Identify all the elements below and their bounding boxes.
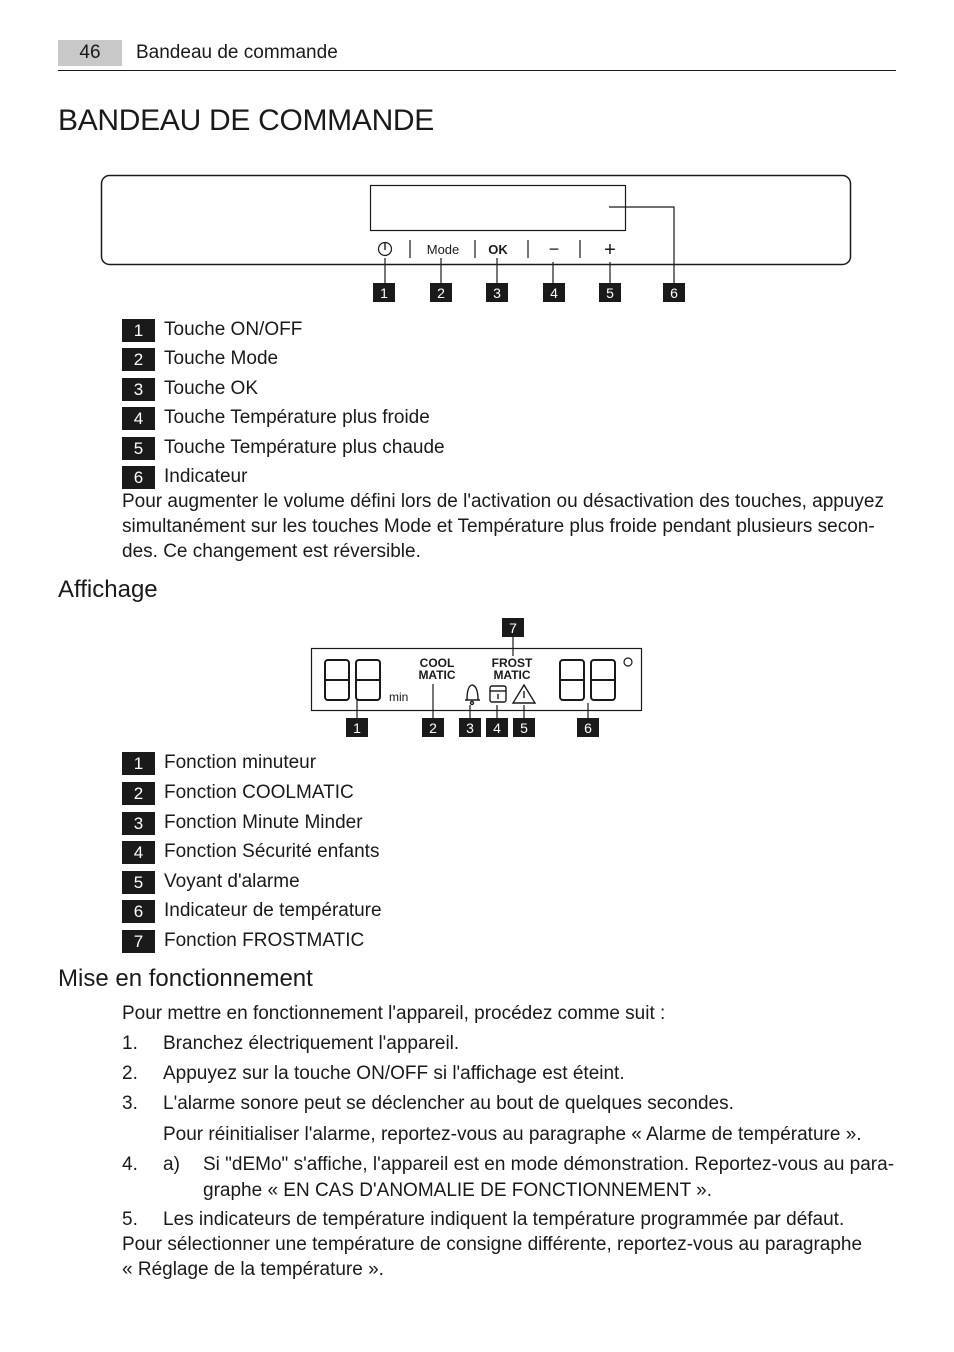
- legend-label: Touche ON/OFF: [164, 319, 303, 340]
- ok-button[interactable]: OK: [488, 242, 508, 257]
- svg-text:6: 6: [670, 285, 678, 301]
- section-heading-display: Affichage: [58, 576, 158, 603]
- legend-label: Voyant d'alarme: [164, 871, 300, 892]
- legend-number: 2: [122, 782, 155, 805]
- frostmatic-label: MATIC: [493, 668, 531, 682]
- step-text: L'alarme sonore peut se déclencher au bout de quelques secondes.: [163, 1093, 734, 1114]
- legend-item: [122, 781, 354, 805]
- callout-badge: [486, 283, 508, 302]
- callout-badge: [422, 718, 444, 737]
- legend-item: [122, 347, 278, 371]
- svg-text:5: 5: [606, 285, 614, 301]
- coolmatic-label: MATIC: [418, 668, 456, 682]
- legend-label: Fonction FROSTMATIC: [164, 930, 365, 951]
- operation-outro: Pour sélectionner une température de consigne différente, reportez-vous au paragraphe: [122, 1234, 863, 1255]
- running-header: Bandeau de commande: [136, 42, 338, 63]
- legend-number: 1: [122, 319, 155, 342]
- legend-label: Touche OK: [164, 378, 258, 399]
- svg-text:4: 4: [493, 720, 501, 736]
- child-lock-icon: [490, 686, 506, 702]
- legend-number: 7: [122, 930, 155, 953]
- coolmatic-label: COOL: [419, 656, 455, 670]
- svg-text:4: 4: [550, 285, 558, 301]
- step-number: 4.: [122, 1154, 138, 1175]
- panel-display-window: [371, 186, 626, 231]
- page-title: BANDEAU DE COMMANDE: [58, 104, 435, 137]
- legend-label: Fonction Minute Minder: [164, 812, 363, 833]
- callout-badge: [513, 718, 535, 737]
- alarm-warning-icon: [513, 685, 535, 703]
- step-text: Si "dEMo" s'affiche, l'appareil est en mode démonstration. Reportez-vous au para-: [203, 1154, 895, 1175]
- callout-badge: [663, 283, 685, 302]
- svg-text:5: 5: [520, 720, 528, 736]
- step-number: 2.: [122, 1063, 138, 1084]
- indicator-leader-line: [609, 207, 674, 283]
- callout-badge: [577, 718, 599, 737]
- legend-number: 1: [122, 752, 155, 775]
- callout-badge: [346, 718, 368, 737]
- legend-number: 5: [122, 437, 155, 460]
- svg-text:1: 1: [353, 720, 361, 736]
- step-subtext: Pour réinitialiser l'alarme, reportez-vous au paragraphe « Alarme de température ».: [163, 1124, 862, 1145]
- step-letter: a): [163, 1154, 180, 1175]
- step-text: Branchez électriquement l'appareil.: [163, 1033, 460, 1054]
- control-panel-frame: [102, 176, 851, 265]
- legend-label: Fonction Sécurité enfants: [164, 841, 380, 862]
- step-text: Appuyez sur la touche ON/OFF si l'affichage est éteint.: [163, 1063, 625, 1084]
- legend-label: Touche Température plus chaude: [164, 437, 445, 458]
- legend-item: [122, 318, 302, 342]
- legend-item: [122, 899, 382, 923]
- legend-label: Touche Mode: [164, 348, 279, 369]
- legend-number: 6: [122, 900, 155, 923]
- callout-badge: [599, 283, 621, 302]
- legend-item: [122, 929, 364, 953]
- timer-digits: [325, 660, 380, 700]
- legend-label: Fonction minuteur: [164, 752, 317, 773]
- step-text: graphe « EN CAS D'ANOMALIE DE FONCTIONNEMENT ».: [203, 1180, 713, 1201]
- on-off-button[interactable]: [379, 243, 392, 256]
- bell-icon: [465, 685, 480, 705]
- operation-outro: « Réglage de la température ».: [122, 1259, 384, 1280]
- legend-label: Indicateur: [164, 466, 248, 487]
- operation-intro: Pour mettre en fonctionnement l'appareil, procédez comme suit :: [122, 1003, 666, 1024]
- callout-badge: [373, 283, 395, 302]
- degree-icon: [624, 658, 632, 666]
- section-heading-operation: Mise en fonctionnement: [58, 965, 313, 992]
- legend-number: 6: [122, 466, 155, 489]
- legend-item: [122, 377, 258, 401]
- minus-button[interactable]: −: [548, 239, 560, 259]
- legend-number: 4: [122, 407, 155, 430]
- svg-text:2: 2: [429, 720, 437, 736]
- minutes-unit: min: [389, 690, 409, 704]
- legend-item: [122, 811, 363, 835]
- legend-item: [122, 406, 430, 430]
- legend-item: [122, 840, 379, 864]
- plus-button[interactable]: +: [604, 239, 616, 261]
- step-number: 3.: [122, 1093, 138, 1114]
- volume-note: [122, 489, 894, 564]
- mode-button[interactable]: Mode: [426, 242, 460, 257]
- page-number: 46: [58, 40, 122, 66]
- callout-badge: [430, 283, 452, 302]
- svg-text:3: 3: [466, 720, 474, 736]
- legend-label: Touche Température plus froide: [164, 407, 430, 428]
- legend-item: [122, 751, 316, 775]
- legend-label: Indicateur de température: [164, 900, 382, 921]
- legend-number: 2: [122, 348, 155, 371]
- callout-badge: [543, 283, 565, 302]
- svg-text:3: 3: [493, 285, 501, 301]
- temperature-digits: [560, 660, 615, 700]
- legend-item: [122, 436, 445, 460]
- note-line: Pour augmenter le volume défini lors de l'activation ou désactivation des touches, appuyez: [122, 491, 884, 512]
- svg-text:6: 6: [584, 720, 592, 736]
- svg-text:7: 7: [509, 620, 517, 636]
- note-line: simultanément sur les touches Mode et Température plus froide pendant plusieurs secon-: [122, 516, 875, 537]
- frostmatic-label: FROST: [491, 656, 533, 670]
- legend-number: 3: [122, 378, 155, 401]
- step-text: Les indicateurs de température indiquent la température programmée par défaut.: [163, 1209, 845, 1230]
- note-line: des. Ce changement est réversible.: [122, 541, 421, 562]
- legend-number: 5: [122, 871, 155, 894]
- legend-item: [122, 465, 247, 489]
- svg-text:2: 2: [437, 285, 445, 301]
- step-number: 1.: [122, 1033, 138, 1054]
- callout-badge: [459, 718, 481, 737]
- legend-number: 3: [122, 812, 155, 835]
- svg-text:1: 1: [380, 285, 388, 301]
- callout-badge: [502, 618, 524, 637]
- legend-item: [122, 870, 300, 894]
- legend-number: 4: [122, 841, 155, 864]
- display-figure: [0, 600, 954, 750]
- callout-badge: [486, 718, 508, 737]
- control-panel-figure: [0, 0, 954, 320]
- step-number: 5.: [122, 1209, 138, 1230]
- legend-label: Fonction COOLMATIC: [164, 782, 354, 803]
